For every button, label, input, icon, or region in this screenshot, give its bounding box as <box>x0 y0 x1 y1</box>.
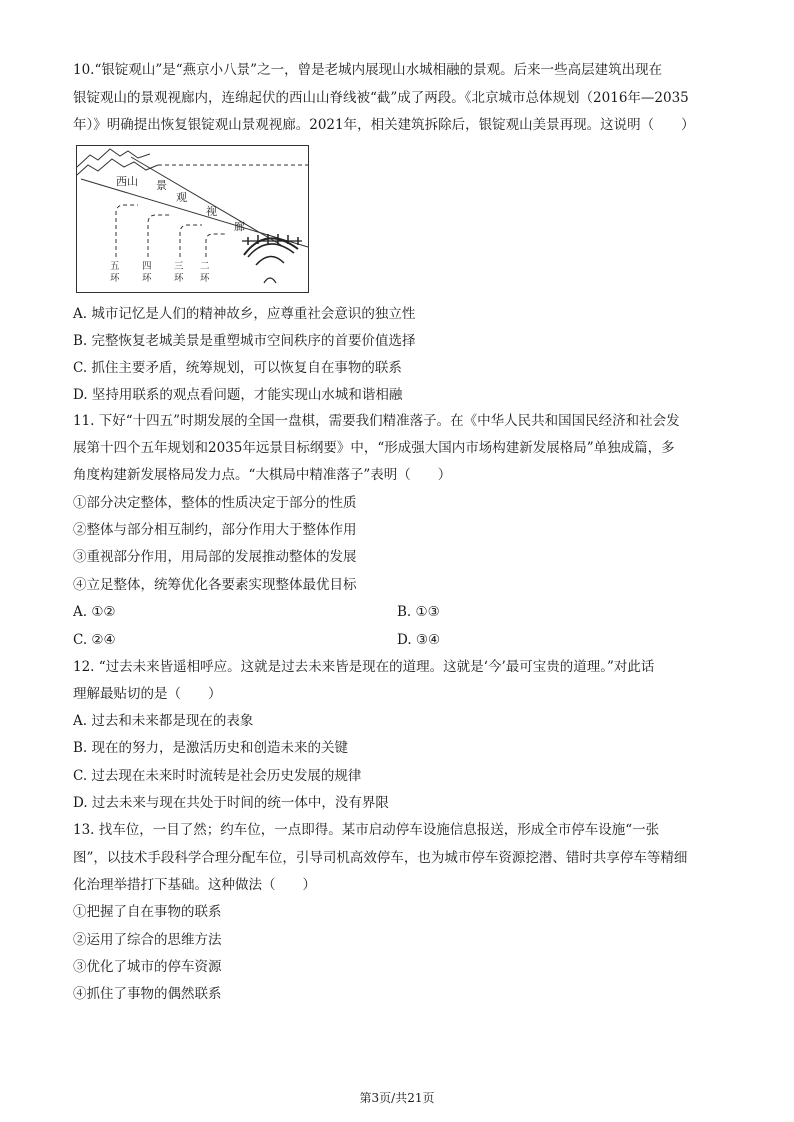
q12-option-a[interactable]: A. 过去和未来都是现在的表象 <box>73 713 254 729</box>
corridor-diagram <box>76 145 309 293</box>
q11-stem-line-3: 角度构建新发展格局发力点。“大棋局中精准落子”表明（ ） <box>73 467 452 483</box>
label-xishan: 西山 <box>116 175 138 188</box>
q12-option-c[interactable]: C. 过去现在未来时时流转是社会历史发展的规律 <box>73 768 362 784</box>
q11-statement-1: ①部分决定整体，整体的性质决定于部分的性质 <box>73 495 357 511</box>
q11-option-a[interactable]: A. ①② <box>73 604 116 620</box>
q10-option-a[interactable]: A. 城市记忆是人们的精神故乡，应尊重社会意识的独立性 <box>73 306 416 322</box>
ring-4-label-top: 四 <box>142 261 152 272</box>
q12-option-b[interactable]: B. 现在的努力，是激活历史和创造未来的关键 <box>73 740 349 756</box>
ring-2-label-bottom: 环 <box>200 273 210 284</box>
q11-option-b[interactable]: B. ①③ <box>397 604 440 620</box>
q11-option-d[interactable]: D. ③④ <box>397 632 441 648</box>
q13-statement-3: ③优化了城市的停车资源 <box>73 959 222 975</box>
q11-stem-line-1: 11. 下好“十四五”时期发展的全国一盘棋，需要我们精准落子。在《中华人民共和国国民经济和社会发 <box>73 413 680 429</box>
ring-5-label-top: 五 <box>110 261 120 272</box>
q13-stem-line-2: 图”，以技术手段科学合理分配车位，引导司机高效停车，也为城市停车资源挖潜、错时共享停车等精细 <box>73 850 688 866</box>
q13-stem-line-3: 化治理举措打下基础。这种做法（ ） <box>73 877 316 893</box>
q13-stem-line-1: 13. 找车位，一目了然；约车位，一点即得。某市启动停车设施信息报送，形成全市停车设施“一张 <box>73 822 660 838</box>
ring-4-label-bottom: 环 <box>142 273 152 284</box>
q10-landscape-corridor-figure <box>76 145 309 293</box>
q12-stem-line-1: 12. “过去未来皆遥相呼应。这就是过去未来皆是现在的道理。这就是‘今’最可宝贵的道理。”对此话 <box>73 659 655 675</box>
label-jing: 景 <box>156 179 167 192</box>
q11-statement-3: ③重视部分作用，用局部的发展推动整体的发展 <box>73 549 357 565</box>
q13-statement-2: ②运用了综合的思维方法 <box>73 932 222 948</box>
q13-statement-4: ④抓住了事物的偶然联系 <box>73 986 222 1002</box>
label-lang: 廊 <box>234 220 245 233</box>
q11-stem-line-2: 展第十四个五年规划和2035年远景目标纲要》中，“形成强大国内市场构建新发展格局”单独成篇，多 <box>73 440 675 456</box>
ring-2-label-top: 二 <box>200 261 210 272</box>
q10-stem-line-2: 银锭观山的景观视廊内，连绵起伏的西山山脊线被“截”成了两段。《北京城市总体规划（2016年—2035 <box>73 90 689 106</box>
q10-stem-line-3: 年）》明确提出恢复银锭观山景观视廊。2021年，相关建筑拆除后，银锭观山美景再现。这说明（ ） <box>73 117 695 133</box>
label-guan: 观 <box>176 191 187 204</box>
q10-option-c[interactable]: C. 抓住主要矛盾，统筹规划，可以恢复自在事物的联系 <box>73 360 402 376</box>
q10-option-b[interactable]: B. 完整恢复老城美景是重塑城市空间秩序的首要价值选择 <box>73 333 416 349</box>
q10-option-d[interactable]: D. 坚持用联系的观点看问题，才能实现山水城和谐相融 <box>73 387 403 403</box>
q12-stem-line-2: 理解最贴切的是（ ） <box>73 686 222 702</box>
q12-option-d[interactable]: D. 过去未来与现在共处于时间的统一体中，没有界限 <box>73 795 389 811</box>
page-number-footer: 第3页/共21页 <box>359 1091 435 1105</box>
q13-statement-1: ①把握了自在事物的联系 <box>73 904 222 920</box>
q11-statement-4: ④立足整体，统筹优化各要素实现整体最优目标 <box>73 577 357 593</box>
ring-3-label-top: 三 <box>174 261 184 272</box>
label-shi: 视 <box>206 205 217 218</box>
q11-option-c[interactable]: C. ②④ <box>73 632 116 648</box>
q11-statement-2: ②整体与部分相互制约，部分作用大于整体作用 <box>73 522 357 538</box>
ring-3-label-bottom: 环 <box>174 273 184 284</box>
ring-5-label-bottom: 环 <box>110 273 120 284</box>
q10-stem-line-1: 10.“银锭观山”是“燕京小八景”之一，曾是老城内展现山水城相融的景观。后来一些高层建筑出现在 <box>73 62 663 78</box>
